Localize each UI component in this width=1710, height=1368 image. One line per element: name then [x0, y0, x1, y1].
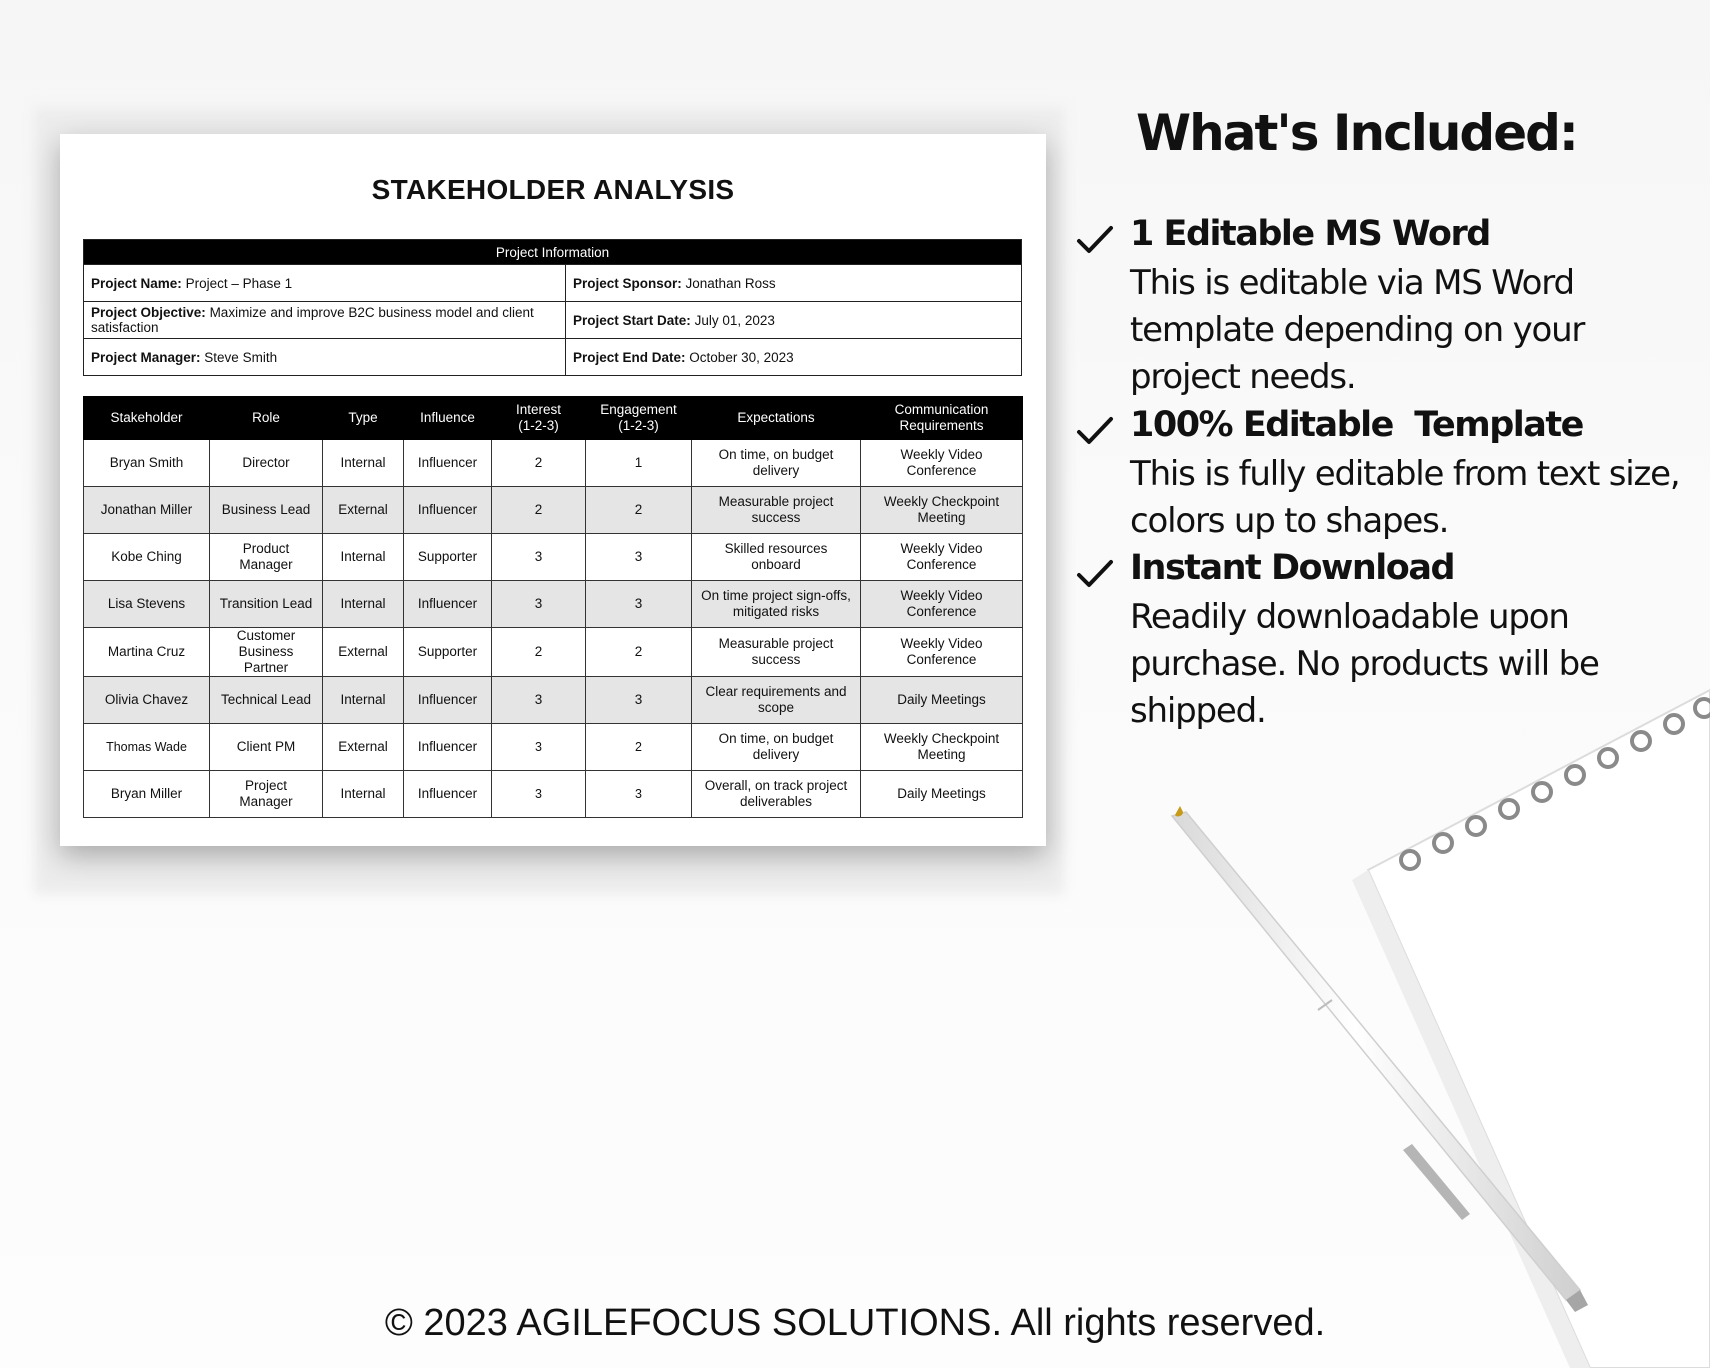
cell-communication: Weekly Checkpoint Meeting [861, 487, 1023, 534]
cell-role: Customer Business Partner [210, 628, 323, 677]
cell-interest: 2 [492, 487, 586, 534]
project-objective-cell [84, 302, 566, 339]
stakeholder-document [60, 134, 1046, 846]
check-icon [1075, 554, 1115, 594]
cell-expectations: On time, on budget delivery [692, 724, 861, 771]
cell-role: Product Manager [210, 534, 323, 581]
cell-communication: Weekly Video Conference [861, 628, 1023, 677]
cell-expectations: Measurable project success [692, 487, 861, 534]
project-name-value: Project – Phase 1 [185, 275, 293, 291]
project-end-cell [566, 339, 1022, 376]
cell-stakeholder: Kobe Ching [84, 534, 210, 581]
cell-expectations: Overall, on track project deliverables [692, 771, 861, 818]
col-header-stakeholder: Stakeholder [84, 397, 210, 440]
cell-engagement: 3 [586, 534, 692, 581]
cell-expectations: Measurable project success [692, 628, 861, 677]
feature-description: Readily downloadable upon purchase. No products will be shipped. [1130, 597, 1599, 731]
cell-type: Internal [323, 771, 404, 818]
project-end-label: Project End Date: [573, 349, 686, 365]
cell-communication: Weekly Video Conference [861, 534, 1023, 581]
cell-engagement: 3 [586, 677, 692, 724]
project-sponsor-cell [566, 265, 1022, 302]
table-row [84, 487, 1023, 534]
cell-engagement: 2 [586, 628, 692, 677]
feature-description: This is editable via MS Word template depending on your project needs. [1130, 263, 1585, 397]
cell-expectations: Clear requirements and scope [692, 677, 861, 724]
table-header-row [84, 397, 1023, 440]
project-name-label: Project Name: [91, 275, 182, 291]
col-header-communication: Communication Requirements [861, 397, 1023, 440]
copyright-footer: © 2023 AGILEFOCUS SOLUTIONS. All rights reserved. [384, 1302, 1326, 1344]
cell-expectations: On time, on budget delivery [692, 440, 861, 487]
check-icon [1075, 220, 1115, 260]
project-start-cell [566, 302, 1022, 339]
stakeholder-table [83, 396, 1023, 818]
table-row [84, 581, 1023, 628]
cell-influence: Supporter [404, 628, 492, 677]
cell-expectations: On time project sign-offs, mitigated risks [692, 581, 861, 628]
document-title: STAKEHOLDER ANALYSIS [371, 174, 735, 205]
cell-influence: Influencer [404, 440, 492, 487]
cell-communication: Daily Meetings [861, 771, 1023, 818]
cell-influence: Influencer [404, 487, 492, 534]
cell-stakeholder: Bryan Miller [84, 771, 210, 818]
cell-role: Project Manager [210, 771, 323, 818]
cell-influence: Supporter [404, 534, 492, 581]
project-info-table [83, 239, 1022, 376]
cell-influence: Influencer [404, 771, 492, 818]
col-header-interest: Interest (1-2-3) [492, 397, 586, 440]
cell-communication: Weekly Checkpoint Meeting [861, 724, 1023, 771]
cell-interest: 2 [492, 440, 586, 487]
project-end-value: October 30, 2023 [689, 349, 794, 365]
cell-influence: Influencer [404, 581, 492, 628]
table-row [84, 771, 1023, 818]
project-manager-value: Steve Smith [204, 349, 278, 365]
table-row [84, 677, 1023, 724]
project-info-header: Project Information [84, 240, 1022, 265]
cell-interest: 3 [492, 724, 586, 771]
project-name-cell [84, 265, 566, 302]
cell-stakeholder: Bryan Smith [84, 440, 210, 487]
feature-heading: 100% Editable Template [1130, 405, 1583, 445]
cell-type: External [323, 724, 404, 771]
cell-role: Director [210, 440, 323, 487]
cell-stakeholder: Lisa Stevens [84, 581, 210, 628]
table-row [84, 534, 1023, 581]
cell-engagement: 1 [586, 440, 692, 487]
cell-role: Business Lead [210, 487, 323, 534]
col-header-type: Type [323, 397, 404, 440]
cell-type: External [323, 628, 404, 677]
project-sponsor-value: Jonathan Ross [685, 275, 776, 291]
check-icon [1075, 411, 1115, 451]
cell-communication: Weekly Video Conference [861, 440, 1023, 487]
cell-engagement: 2 [586, 724, 692, 771]
feature-description: This is fully editable from text size, colors up to shapes. [1130, 454, 1680, 541]
project-start-label: Project Start Date: [573, 312, 691, 328]
col-header-engagement: Engagement (1-2-3) [586, 397, 692, 440]
table-row [84, 724, 1023, 771]
cell-engagement: 3 [586, 581, 692, 628]
cell-interest: 3 [492, 534, 586, 581]
col-header-role: Role [210, 397, 323, 440]
col-header-expectations: Expectations [692, 397, 861, 440]
cell-influence: Influencer [404, 724, 492, 771]
whats-included-title: What's Included: [1136, 104, 1577, 162]
cell-type: Internal [323, 534, 404, 581]
project-manager-cell [84, 339, 566, 376]
cell-engagement: 3 [586, 771, 692, 818]
cell-influence: Influencer [404, 677, 492, 724]
cell-engagement: 2 [586, 487, 692, 534]
cell-role: Client PM [210, 724, 323, 771]
project-start-value: July 01, 2023 [694, 312, 775, 328]
project-manager-label: Project Manager: [91, 349, 201, 365]
table-row [84, 628, 1023, 677]
col-header-influence: Influence [404, 397, 492, 440]
cell-role: Technical Lead [210, 677, 323, 724]
cell-type: Internal [323, 440, 404, 487]
table-row [84, 440, 1023, 487]
feature-heading: 1 Editable MS Word [1130, 214, 1490, 254]
cell-communication: Weekly Video Conference [861, 581, 1023, 628]
project-objective-value: Maximize and improve B2C business model and client satisfaction [91, 305, 534, 335]
cell-role: Transition Lead [210, 581, 323, 628]
cell-stakeholder: Martina Cruz [84, 628, 210, 677]
cell-type: External [323, 487, 404, 534]
cell-expectations: Skilled resources onboard [692, 534, 861, 581]
cell-type: Internal [323, 581, 404, 628]
cell-interest: 3 [492, 581, 586, 628]
feature-heading: Instant Download [1130, 548, 1455, 588]
cell-interest: 3 [492, 677, 586, 724]
cell-communication: Daily Meetings [861, 677, 1023, 724]
cell-type: Internal [323, 677, 404, 724]
project-sponsor-label: Project Sponsor: [573, 275, 682, 291]
project-objective-label: Project Objective: [91, 305, 206, 320]
cell-stakeholder: Jonathan Miller [84, 487, 210, 534]
cell-stakeholder: Olivia Chavez [84, 677, 210, 724]
cell-stakeholder: Thomas Wade [84, 724, 210, 771]
cell-interest: 2 [492, 628, 586, 677]
cell-interest: 3 [492, 771, 586, 818]
